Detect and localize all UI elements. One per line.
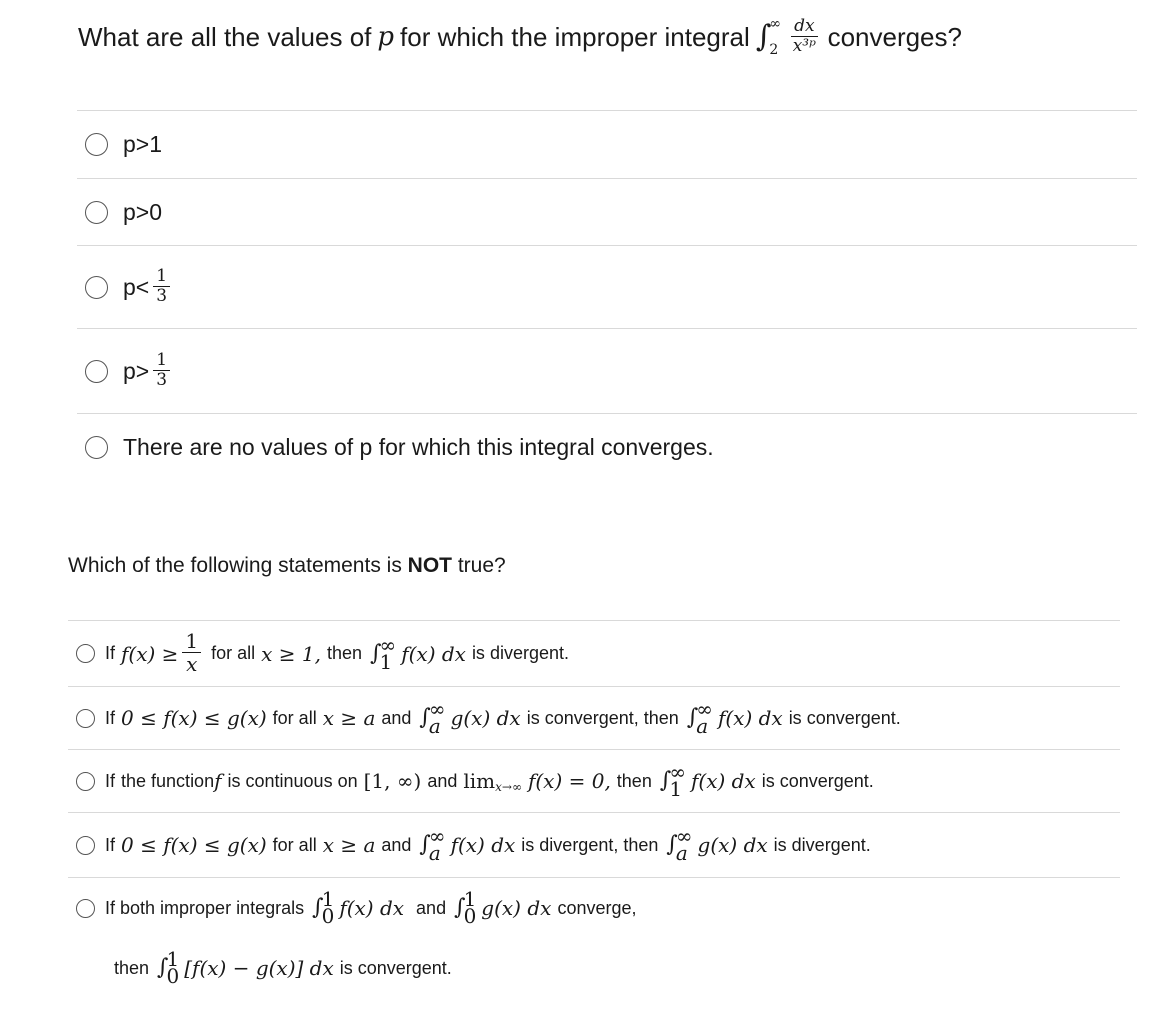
integral: [419, 824, 446, 865]
radio-button[interactable]: [76, 899, 95, 918]
q1-integral: [756, 17, 781, 57]
text-then: then: [114, 957, 150, 978]
upper-limit: ∞: [428, 824, 446, 848]
integral-sign-icon: ∫: [419, 705, 431, 730]
radio-button[interactable]: [76, 836, 95, 855]
radio-button[interactable]: [85, 360, 108, 383]
text-and: and: [381, 834, 412, 855]
integral: [454, 887, 477, 928]
math-lim-subscript: x→∞: [495, 780, 522, 794]
integral: [686, 697, 713, 738]
question-2-options: [68, 620, 1120, 1002]
q1-option-4-fraction: [153, 349, 170, 390]
lower-limit: a: [428, 714, 441, 738]
math-inequality: 0 ≤ f(x) ≤ g(x): [121, 833, 267, 857]
integrand: f(x) dx: [450, 833, 516, 857]
integral-sign-icon: ∫: [157, 955, 169, 980]
lower-limit: a: [696, 714, 709, 738]
fraction: [182, 631, 201, 676]
math-limit-expression: f(x) = 0,: [527, 769, 611, 793]
integrand: f(x) dx: [339, 896, 405, 920]
integrand: f(x) dx: [401, 641, 466, 666]
math-condition: x ≥ a: [322, 833, 376, 857]
integral-limits: [166, 947, 180, 988]
integrand: g(x) dx: [481, 896, 552, 920]
upper-limit: ∞: [379, 632, 397, 657]
integral-sign-icon: ∫: [659, 768, 672, 793]
q1-option-4[interactable]: [77, 329, 1137, 414]
integral-limits: [675, 824, 693, 865]
radio-button[interactable]: [85, 201, 108, 224]
q1-option-3[interactable]: [77, 246, 1137, 329]
q1-option-5[interactable]: [77, 414, 1137, 480]
q1-option-1[interactable]: [77, 111, 1137, 179]
integral-limits: [669, 760, 686, 801]
text-for-all: for all: [211, 643, 256, 663]
text-end: is convergent.: [788, 707, 901, 728]
q1-suffix: converges?: [827, 22, 962, 52]
radio-button[interactable]: [76, 709, 95, 728]
q1-option-4-label: p>: [123, 357, 150, 384]
math-f: f: [214, 769, 222, 793]
q1-prefix: What are all the values of: [78, 22, 372, 52]
q2-option-a[interactable]: [68, 621, 1120, 687]
lower-limit: 1: [669, 777, 683, 801]
text-if: If: [105, 707, 116, 728]
text-end: is convergent.: [761, 770, 874, 791]
lower-limit: 0: [166, 964, 180, 988]
upper-limit: 1: [321, 887, 335, 911]
fraction-numerator: 1: [153, 352, 170, 371]
math-condition: x ≥ 1,: [261, 641, 322, 666]
text-if: If: [105, 834, 116, 855]
question-1-options: [77, 110, 1137, 480]
upper-limit: 1: [166, 947, 180, 971]
integral-sign-icon: ∫: [755, 19, 772, 54]
fraction-numerator: 1: [182, 631, 201, 653]
text-for-all: for all: [272, 834, 317, 855]
text-and: and: [381, 707, 412, 728]
text-if-both: If both improper integrals: [105, 897, 305, 918]
upper-limit: 1: [463, 887, 477, 911]
q1-denominator: x³ᵖ: [792, 35, 816, 56]
upper-limit: ∞: [428, 697, 446, 721]
upper-limit: ∞: [669, 760, 686, 784]
fraction-numerator: 1: [153, 268, 170, 287]
text-if: If: [105, 770, 116, 791]
radio-button[interactable]: [76, 772, 95, 791]
q1-middle: for which the improper integral: [400, 22, 750, 52]
text-middle: is convergent, then: [526, 707, 679, 728]
q1-upper-limit: ∞: [769, 16, 782, 32]
integral: [666, 824, 693, 865]
integral: [659, 760, 686, 801]
integral-sign-icon: ∫: [370, 640, 382, 666]
fraction-denominator: x: [186, 652, 198, 676]
lower-limit: 0: [463, 904, 477, 928]
text-continuous: is continuous on: [227, 770, 358, 791]
q2-option-d[interactable]: [68, 813, 1120, 878]
integrand: g(x) dx: [450, 706, 521, 730]
integral-limits: [696, 697, 713, 738]
q2-option-e-line-2: [68, 938, 452, 998]
text-then: then: [327, 643, 363, 663]
upper-limit: ∞: [675, 824, 693, 848]
text-end: is divergent.: [471, 643, 569, 663]
fraction-denominator: 3: [156, 285, 168, 306]
q2-emphasis: NOT: [407, 554, 452, 577]
integral-sign-icon: ∫: [454, 895, 466, 920]
integral-sign-icon: ∫: [312, 895, 324, 920]
q1-numerator: dx: [791, 18, 817, 37]
text-converge: converge,: [557, 897, 637, 918]
lower-limit: 1: [379, 649, 393, 674]
q1-option-5-label: There are no values of p for which this integral converges.: [123, 433, 714, 460]
integral-limits: [428, 824, 446, 865]
integral-limits: [321, 887, 335, 928]
q1-lower-limit: 2: [769, 42, 779, 58]
radio-button[interactable]: [85, 276, 108, 299]
q1-integrand-fraction: [791, 15, 817, 56]
q1-variable: p: [377, 22, 395, 52]
text-for-all: for all: [272, 707, 317, 728]
radio-button[interactable]: [85, 436, 108, 459]
text-then: then: [616, 770, 652, 791]
integral: [157, 947, 180, 988]
q1-option-3-fraction: [153, 265, 170, 306]
math-lim: lim: [463, 769, 496, 793]
q1-option-2[interactable]: [77, 179, 1137, 246]
integral-limits: [428, 697, 446, 738]
integral-sign-icon: ∫: [666, 832, 678, 857]
fraction-denominator: 3: [156, 369, 168, 390]
lower-limit: a: [428, 841, 441, 865]
text-middle: is divergent, then: [521, 834, 659, 855]
integral-sign-icon: ∫: [419, 832, 431, 857]
math-expression: f(x) ≥: [121, 641, 179, 666]
q2-option-b[interactable]: [68, 687, 1120, 750]
integral-limits: [463, 887, 477, 928]
text-and: and: [416, 897, 447, 918]
math-interval: [1, ∞): [363, 769, 422, 793]
integral: [419, 697, 446, 738]
q1-integral-limits: [769, 17, 781, 57]
q1-option-1-label: p>1: [123, 131, 163, 157]
q2-suffix: true?: [457, 554, 506, 577]
lower-limit: 0: [321, 904, 335, 928]
q1-option-3-label: p<: [123, 273, 150, 300]
integral-limits: [379, 632, 397, 674]
upper-limit: ∞: [696, 697, 713, 721]
integrand: [f(x) − g(x)] dx: [184, 956, 334, 980]
text-if: If: [105, 643, 116, 663]
integrand: f(x) dx: [717, 706, 783, 730]
math-inequality: 0 ≤ f(x) ≤ g(x): [121, 706, 267, 730]
q2-option-e[interactable]: [68, 878, 1120, 1002]
question-1-prompt: [78, 12, 1158, 62]
q2-prefix: Which of the following statements is: [68, 554, 402, 577]
text-end: is convergent.: [339, 957, 452, 978]
q2-option-c[interactable]: [68, 750, 1120, 813]
lower-limit: a: [675, 841, 688, 865]
integrand: f(x) dx: [690, 769, 756, 793]
question-2-prompt: [68, 554, 506, 578]
q2-option-e-line-1: [68, 878, 637, 938]
integral: [312, 887, 335, 928]
integral: [370, 632, 397, 674]
radio-button[interactable]: [76, 644, 95, 663]
radio-button[interactable]: [85, 133, 108, 156]
text-the-function: the function: [121, 770, 215, 791]
q1-option-2-label: p>0: [123, 198, 163, 225]
text-end: is divergent.: [773, 834, 871, 855]
integrand: g(x) dx: [697, 833, 768, 857]
math-condition: x ≥ a: [322, 706, 376, 730]
text-and: and: [427, 770, 458, 791]
integral-sign-icon: ∫: [686, 705, 699, 730]
